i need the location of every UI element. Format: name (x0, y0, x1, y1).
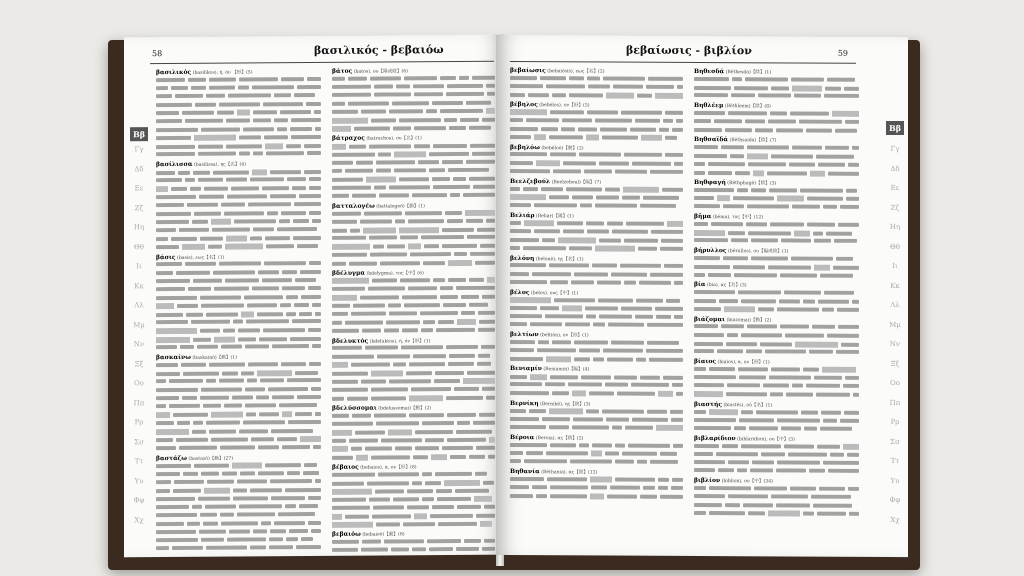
side-letter: Λλ (890, 300, 900, 310)
headword: βελτίων (510, 331, 539, 339)
side-letter: Ηη (133, 223, 145, 232)
text-line (694, 272, 862, 281)
headword: Βέροια (510, 433, 535, 441)
entry-gloss: (Beroia), ας【陰】(2) (534, 435, 584, 442)
entry-gloss: (biblaridion), ου【中】(3) (735, 436, 795, 443)
side-letter: Οο (134, 379, 144, 388)
entry-gloss: (Bēthesda)【陰】(1) (724, 70, 772, 76)
dictionary-entry (332, 269, 498, 337)
headword: Βηθλέεμ (694, 102, 724, 110)
dictionary-entry (510, 212, 686, 254)
entry-gloss: (Beliar)【陽】(1) (534, 214, 574, 220)
text-line (332, 192, 498, 201)
text-line (510, 459, 686, 468)
text-line (510, 390, 686, 399)
text-line (332, 394, 498, 403)
dictionary-entry (694, 68, 862, 102)
headword: βήρυλλος (694, 247, 727, 255)
text-line (694, 391, 862, 400)
dictionary-entry (694, 136, 862, 178)
headword: βιάζομαι (694, 315, 725, 323)
side-letter: Υυ (890, 476, 900, 485)
entry-gloss: (bebaiōsis), εως【名】(2) (545, 69, 605, 75)
side-letter: Ππ (133, 398, 145, 407)
headword: βιαστής (694, 400, 722, 408)
side-letter: Ζζ (134, 203, 144, 212)
header-rule (150, 61, 494, 64)
dictionary-entry (156, 353, 324, 454)
text-line (694, 204, 862, 213)
headword: βιβλαρίδιον (694, 434, 736, 442)
dictionary-entry (510, 331, 686, 365)
dictionary-entry (332, 201, 498, 269)
dictionary-entry (156, 68, 324, 160)
headword: βεβηλόω (510, 143, 540, 151)
side-letter: Ρρ (890, 417, 900, 427)
dictionary-entry (156, 160, 324, 252)
text-line (510, 203, 686, 212)
side-letter: Γγ (890, 144, 900, 154)
headword: βεβαιόω (332, 531, 361, 539)
dictionary-entry (332, 67, 498, 135)
side-letter: Ιι (136, 262, 142, 271)
text-line (510, 169, 686, 178)
headword: βάτος (332, 67, 353, 75)
entry-gloss: (belonē), ης【名】(1) (534, 256, 584, 262)
text-line (694, 93, 862, 102)
letter-thumb-tab: Ββ (130, 127, 148, 141)
text-line (694, 425, 862, 434)
entry-heading-line (694, 247, 862, 256)
entry-gloss: (bebaios), α, ον【形】(8) (358, 465, 417, 471)
entry-gloss: (basis), εως【名】(1) (175, 255, 225, 261)
text-line (332, 327, 498, 336)
page-number: 58 (152, 49, 163, 59)
headword: βεβαίωσις (510, 66, 546, 75)
entry-gloss: (basilikos), ή, όν 【形】(5) (191, 70, 253, 76)
text-line (156, 243, 324, 252)
side-letter: Σσ (134, 437, 144, 446)
text-line (694, 510, 862, 519)
text-line (510, 245, 686, 254)
dictionary-entry (510, 434, 686, 468)
side-letter: Δδ (890, 164, 900, 173)
side-letter: Ξξ (890, 359, 900, 368)
dictionary-entry (510, 400, 686, 434)
side-letter: Ξξ (134, 359, 144, 368)
entry-gloss: (Beniamin)【陽】(4) (541, 367, 590, 373)
dictionary-entry (156, 252, 324, 353)
text-line (510, 322, 686, 331)
dictionary-entry (694, 477, 862, 519)
entry-gloss: (bebēloō)【動】(2) (539, 145, 584, 152)
entry-gloss: (bebaioō)【動】(8) (360, 532, 405, 539)
side-letter: Ηη (889, 222, 901, 232)
dictionary-entry (694, 213, 862, 247)
headword: Βηθσαϊδά (694, 136, 728, 144)
headword: βατταλογέω (332, 202, 375, 210)
headword: Βηθανία (510, 467, 540, 476)
text-line (694, 76, 862, 85)
headword: Βηθεσδά (694, 67, 725, 76)
side-letter: Μμ (889, 320, 901, 329)
text-line (694, 468, 862, 477)
entry-gloss: (Bēthphagē)【陰】(3) (725, 180, 777, 187)
entry-column (694, 68, 862, 521)
entry-gloss: (biazomai)【動】(2) (724, 317, 772, 323)
side-letter: Ττ (890, 456, 900, 466)
side-letter: Ππ (889, 398, 901, 407)
side-letter: Λλ (134, 301, 144, 310)
headword: βῆμα (694, 213, 712, 221)
text-line (510, 134, 686, 143)
headword: βδελύσσομαι (332, 404, 377, 412)
text-line (332, 260, 498, 269)
dictionary-entry (510, 178, 686, 212)
entry-gloss: (Bernikē), ης【陰】(3) (538, 401, 591, 407)
side-letter: Φφ (133, 496, 145, 505)
entry-gloss: (belos), ους【中】(1) (529, 290, 579, 297)
dictionary-entry (510, 101, 686, 143)
side-letter-index (886, 145, 904, 535)
entry-gloss: (Bēthsaida)【陰】(7) (728, 138, 777, 144)
entry-gloss: (bdelygma), τος【中】(6) (364, 271, 424, 277)
text-line (694, 306, 862, 315)
dictionary-entry (510, 255, 686, 289)
side-letter: Υυ (134, 476, 144, 485)
side-letter: Θθ (134, 242, 144, 251)
entry-gloss: (batos), ου【陽或陰】(6) (352, 69, 408, 75)
entry-gloss: (bdelussomai)【動】(2) (376, 406, 432, 412)
dictionary-entry (694, 281, 862, 315)
dictionary-entry (694, 179, 862, 213)
dictionary-entry (694, 316, 862, 358)
side-letter: Οο (890, 378, 900, 388)
headword: βέλος (510, 288, 530, 296)
headword: βελόνη (510, 254, 535, 262)
side-letter: Ττ (134, 457, 144, 466)
side-letter: Χχ (134, 515, 144, 524)
side-letter: Νν (889, 339, 901, 349)
headword: Βερνίκη (510, 399, 539, 407)
dictionary-entry (332, 530, 498, 557)
side-letter-index (130, 145, 148, 535)
headword: βέβηλος (510, 101, 538, 109)
dictionary-entry (694, 401, 862, 435)
headword: βία (694, 281, 706, 289)
entry-gloss: (beltiōn), ον【形】(1) (538, 333, 589, 339)
dictionary-entry (694, 247, 862, 281)
entry-gloss: (Bēthleem)【陰】(8) (723, 104, 771, 110)
text-line (694, 170, 862, 179)
headword: βάτραχος (332, 135, 365, 143)
left-page (124, 35, 504, 558)
side-letter: Εε (890, 183, 900, 193)
letter-thumb-tab: Ββ (886, 121, 904, 135)
text-line (156, 545, 324, 554)
text-line (156, 151, 324, 160)
side-letter: Κκ (134, 281, 144, 290)
entry-gloss: (batrachos), ου【名】(1) (364, 136, 422, 143)
dictionary-entry (510, 365, 686, 399)
text-line (332, 453, 498, 462)
dictionary-entry (332, 134, 498, 202)
running-head: βεβαίωσις - βιβλίον (626, 43, 752, 58)
dictionary-entry (694, 358, 862, 400)
running-head: βασιλικός - βεβαιόω (314, 43, 444, 57)
headword: βδελυκτός (332, 337, 369, 345)
entry-gloss: (biaios), α, ον【形】(1) (716, 360, 770, 366)
headword: Βηθφαγή (694, 178, 726, 186)
text-line (510, 92, 686, 101)
page-number: 59 (837, 48, 848, 58)
entry-gloss: (basilissa), ης【名】(4) (192, 162, 246, 169)
dictionary-entry (510, 67, 686, 101)
text-line (694, 161, 862, 170)
entry-gloss: (Bēthania), ας【陰】(12) (539, 470, 598, 476)
side-letter: Ρρ (134, 418, 144, 427)
entry-gloss: (Beelzeboul)【陽】(7) (550, 180, 602, 186)
entry-gloss: (biblion), ου【中】(34) (720, 479, 773, 485)
entry-gloss: (bia), ας【名】(3) (705, 283, 747, 289)
headword: βασκαίνω (156, 353, 191, 362)
side-letter: Θθ (890, 242, 900, 251)
entry-gloss: (bebēlos), ον【形】(5) (537, 103, 590, 109)
text-line (332, 125, 498, 134)
side-letter: Φφ (889, 495, 901, 505)
dictionary-entry (694, 102, 862, 136)
dictionary-entry (332, 404, 498, 463)
text-line (510, 356, 686, 365)
text-line (694, 332, 862, 341)
headword: βαστάζω (156, 454, 187, 462)
headword: Βελιάρ (510, 212, 535, 220)
text-line (694, 349, 862, 358)
headword: βίαιος (694, 358, 717, 366)
headword: βέβαιος (332, 463, 359, 471)
entry-column (156, 68, 324, 555)
headword: βασίλισσα (156, 161, 193, 169)
entry-gloss: (biastēs), οῦ【名】(1) (721, 402, 773, 408)
side-letter: Γγ (134, 145, 144, 154)
dictionary-entry (510, 144, 686, 178)
text-line (156, 444, 324, 453)
text-line (694, 238, 862, 247)
side-letter: Κκ (890, 281, 900, 290)
side-letter: Νν (133, 340, 145, 349)
entry-column (332, 67, 498, 558)
header-rule (510, 61, 856, 64)
entry-gloss: (battalogeō)【動】(1) (374, 203, 425, 210)
headword: βδέλυγμα (332, 269, 365, 277)
side-letter: Δδ (134, 164, 144, 173)
entry-gloss: (baskainō)【動】(1) (190, 355, 238, 361)
entry-gloss: (bērullos), ου【陽或陰】(1) (726, 249, 789, 255)
side-letter: Ιι (892, 261, 898, 271)
text-line (156, 344, 324, 353)
side-letter: Σσ (890, 437, 900, 446)
dictionary-entry (332, 336, 498, 404)
headword: Βεελζεβούλ (510, 177, 551, 186)
dictionary-entry (510, 468, 686, 502)
dictionary-entry (510, 289, 686, 331)
text-line (510, 493, 686, 502)
side-letter: Μμ (133, 320, 145, 329)
text-line (510, 279, 686, 288)
entry-column (510, 67, 686, 503)
text-line (694, 127, 862, 136)
headword: Βενιαμίν (510, 365, 542, 373)
text-line (510, 424, 686, 433)
headword: βασιλικός (156, 68, 192, 77)
entry-gloss: (bēma), τος【中】(12) (711, 215, 764, 221)
entry-gloss: (bdeluktos), ή, όν【形】(1) (368, 338, 431, 345)
entry-gloss: (bastazō)【動】(27) (186, 456, 234, 462)
text-line (510, 160, 686, 169)
dictionary-entry (156, 454, 324, 555)
text-line (510, 476, 686, 485)
dictionary-entry (694, 435, 862, 477)
side-letter: Ζζ (890, 203, 900, 212)
dictionary-entry (332, 463, 498, 531)
headword: βιβλίον (694, 477, 721, 485)
side-letter: Χχ (890, 515, 900, 524)
headword: βάσις (156, 253, 176, 261)
right-page (496, 35, 908, 557)
text-line (332, 521, 498, 530)
side-letter: Εε (134, 184, 144, 193)
